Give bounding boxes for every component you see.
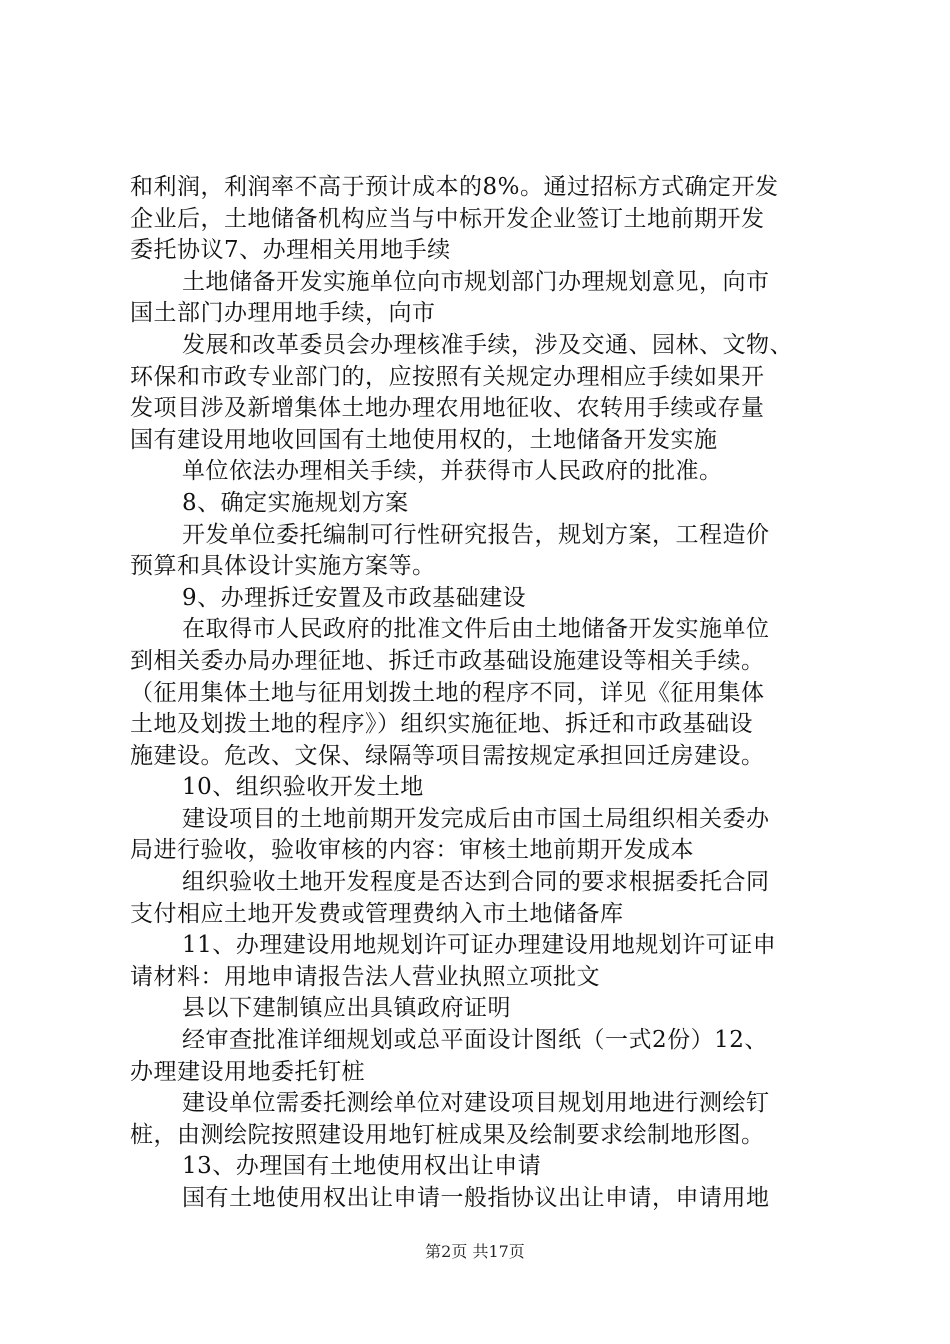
text-line: （征用集体土地与征用划拨土地的程序不同，详见《征用集体 [130,679,765,706]
text-line: 组织验收土地开发程度是否达到合同的要求根据委托合同 [182,869,770,896]
text-line: 请材料：用地申请报告法人营业执照立项批文 [130,963,600,990]
text-line: 到相关委办局办理征地、拆迁市政基础设施建设等相关手续。 [130,647,765,674]
text-line: 11、办理建设用地规划许可证办理建设用地规划许可证申 [182,932,777,959]
text-line: 县以下建制镇应出具镇政府证明 [182,995,511,1022]
text-line: 开发单位委托编制可行性研究报告，规划方案，工程造价 [182,521,770,548]
text-line: 支付相应土地开发费或管理费纳入市土地储备库 [130,900,624,927]
text-line: 发展和改革委员会办理核准手续，涉及交通、园林、文物、 [182,331,793,358]
document-body [130,172,840,1215]
text-line: 国土部门办理用地手续，向市 [130,300,436,327]
text-line: 预算和具体设计实施方案等。 [130,553,436,580]
text-line: 企业后，土地储备机构应当与中标开发企业签订土地前期开发 [130,205,765,232]
text-line: 在取得市人民政府的批准文件后由土地储备开发实施单位 [182,616,770,643]
text-line: 和利润，利润率不高于预计成本的8%。通过招标方式确定开发 [130,174,779,200]
text-line: 桩，由测绘院按照建设用地钉桩成果及绘制要求绘制地形图。 [130,1121,765,1148]
text-line: 发项目涉及新增集体土地办理农用地征收、农转用手续或存量 [130,395,765,422]
text-line: 委托协议7、办理相关用地手续 [130,237,451,264]
text-line: 建设单位需委托测绘单位对建设项目规划用地进行测绘钉 [182,1090,770,1117]
text-line: 环保和市政专业部门的，应按照有关规定办理相应手续如果开 [130,363,765,390]
text-line: 8、确定实施规划方案 [182,489,409,516]
text-line: 国有建设用地收回国有土地使用权的，土地储备开发实施 [130,426,718,453]
text-line: 办理建设用地委托钉桩 [130,1058,365,1085]
text-line: 13、办理国有土地使用权出让申请 [182,1153,542,1180]
text-line: 土地储备开发实施单位向市规划部门办理规划意见，向市 [182,268,770,295]
text-line: 9、办理拆迁安置及市政基础建设 [182,584,527,611]
text-line: 国有土地使用权出让申请一般指协议出让申请，申请用地 [182,1185,770,1211]
text-line: 局进行验收，验收审核的内容：审核土地前期开发成本 [130,837,694,864]
text-line: 10、组织验收开发土地 [182,774,424,801]
page-number-label: 第2页 共17页 [425,1242,525,1261]
text-line: 单位依法办理相关手续，并获得市人民政府的批准。 [182,458,723,485]
page-footer [0,1242,950,1262]
text-line: 经审查批准详细规划或总平面设计图纸（一式2份）12、 [182,1027,768,1054]
text-line: 建设项目的土地前期开发完成后由市国土局组织相关委办 [182,805,770,832]
text-line: 土地及划拨土地的程序》）组织实施征地、拆迁和市政基础设 [130,711,753,738]
text-line: 施建设。危改、文保、绿隔等项目需按规定承担回迁房建设。 [130,742,765,769]
